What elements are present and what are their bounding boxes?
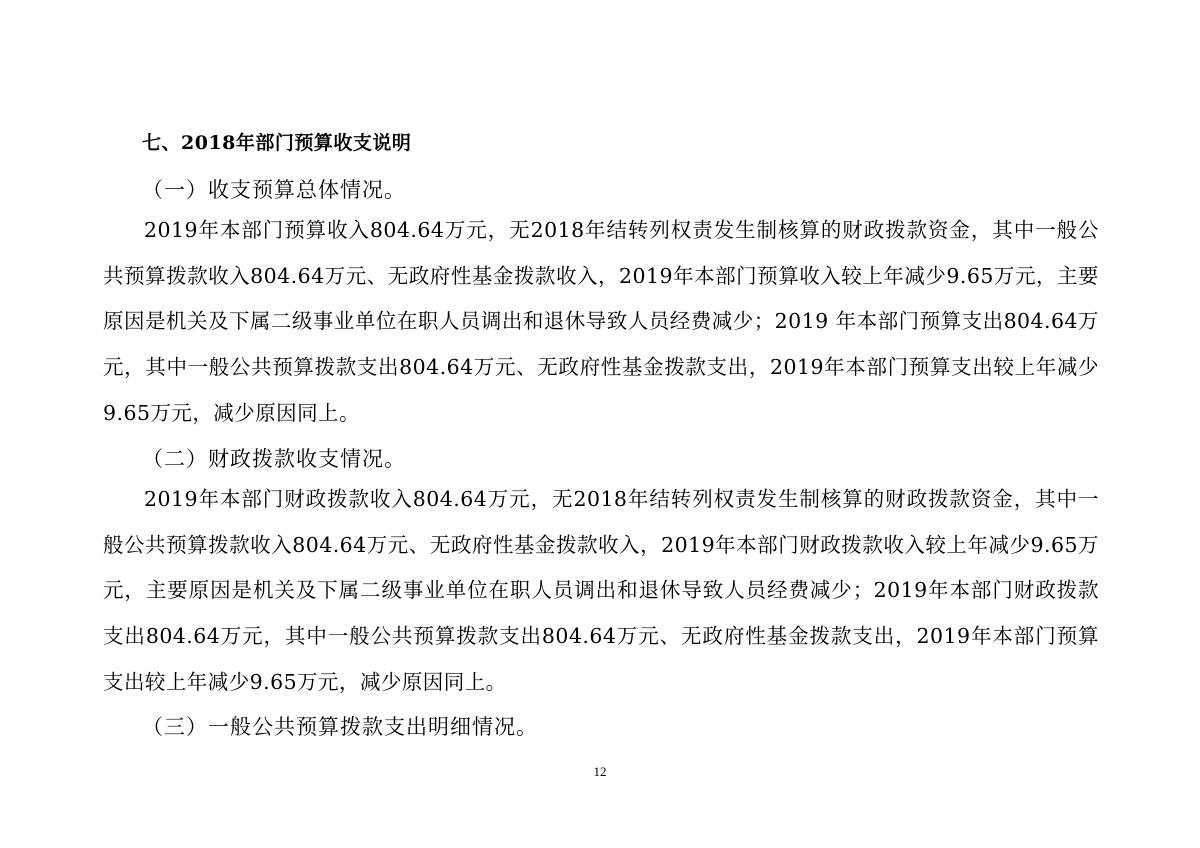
page-number: 12 (593, 764, 607, 779)
paragraph-budget-overview: 2019年本部门预算收入804.64万元，无2018年结转列权责发生制核算的财政拨款资金，其中一般公共预算拨款收入804.64万元、无政府性基金拨款收入，2019年本部门预算收入较上年减少9.65万元，主要原因是机关及下属二级事业单位在职人员调出和退休导致人员经费减少；2019 年本部门预算支出804.64万元，其中一般公共预算拨款支出804.64万元、无政府性基金拨款支出，2019年本部门预算支出较上年减少9.65万元，减少原因同上。 (103, 218, 1099, 425)
section-heading: 七、2018年部门预算收支说明 (142, 132, 412, 154)
paragraph-fiscal-appropriation: 2019年本部门财政拨款收入804.64万元，无2018年结转列权责发生制核算的财政拨款资金，其中一般公共预算拨款收入804.64万元、无政府性基金拨款收入，2019年本部门财政拨款收入较上年减少9.65万元，主要原因是机关及下属二级事业单位在职人员调出和退休导致人员经费减少；2019年本部门财政拨款支出804.64万元，其中一般公共预算拨款支出804.64万元、无政府性基金拨款支出，2019年本部门预算支出较上年减少9.65万元，减少原因同上。 (103, 487, 1099, 694)
subsection-heading-2: （二）财政拨款收支情况。 (142, 447, 406, 471)
subsection-heading-1: （一）收支预算总体情况。 (142, 178, 406, 202)
subsection-heading-3: （三）一般公共预算拨款支出明细情况。 (142, 715, 538, 739)
